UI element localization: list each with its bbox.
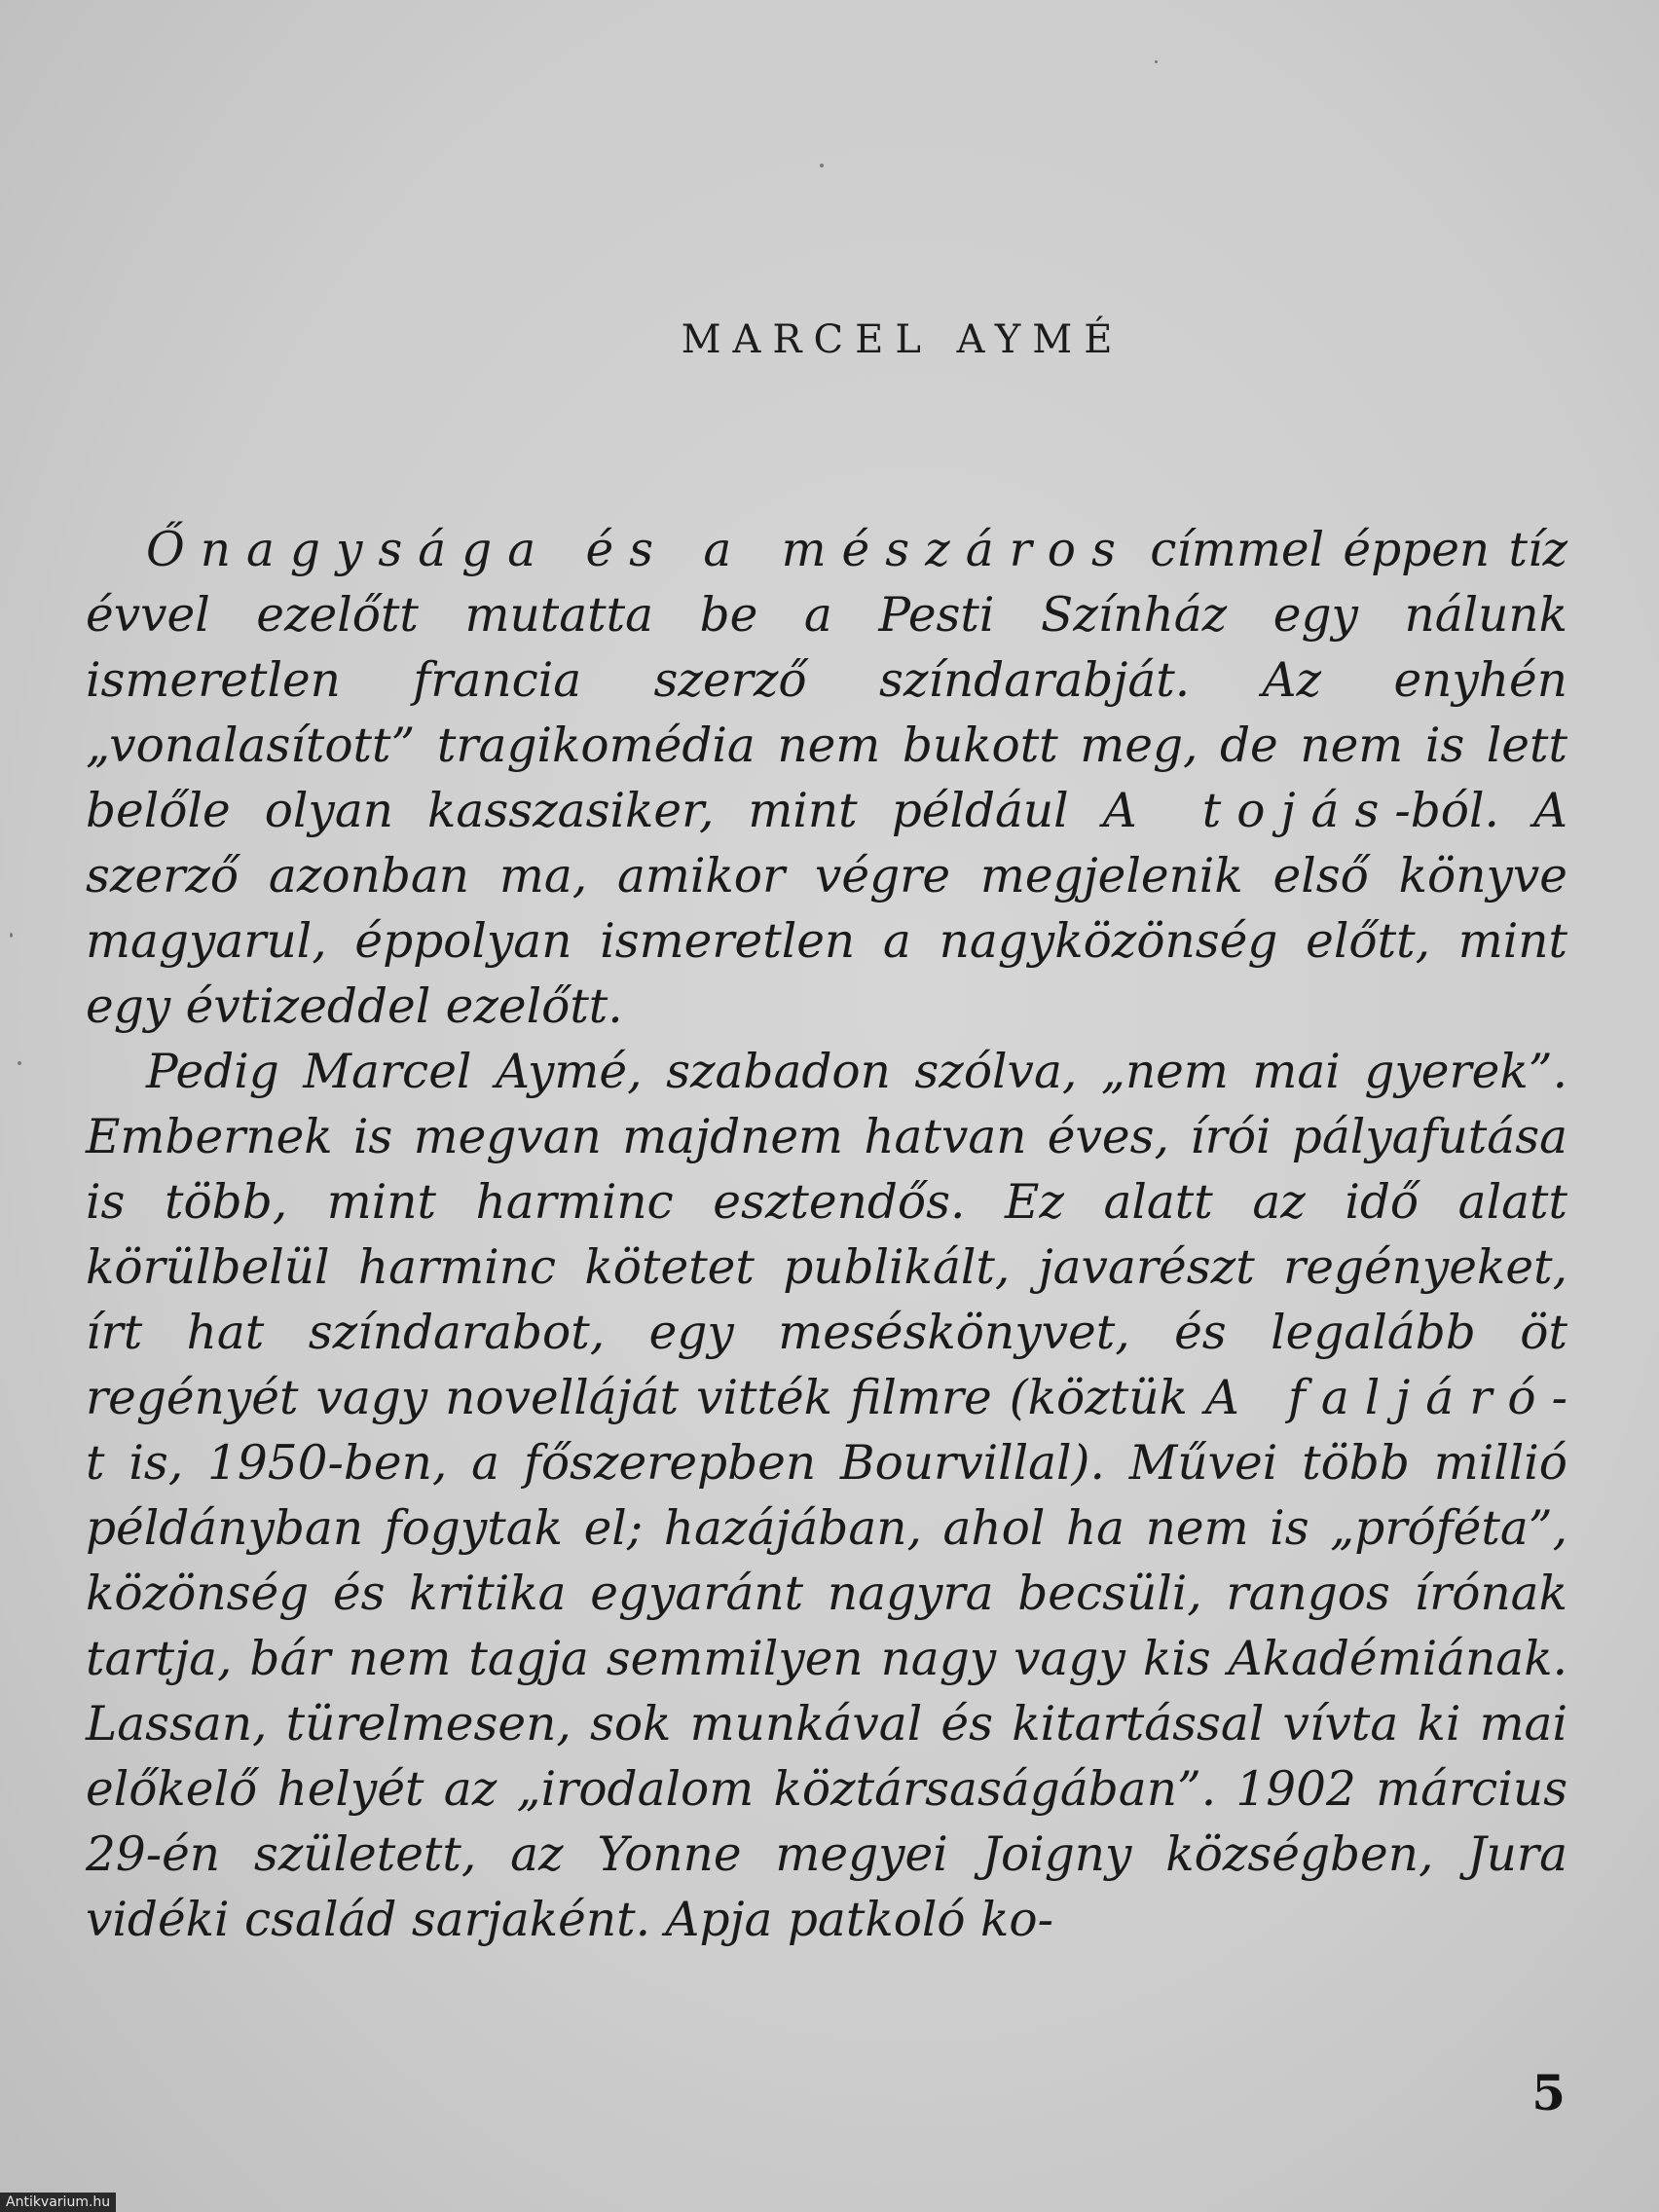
page-number: 5 — [1531, 2064, 1566, 2121]
text-segment: Őnagysága és a mészáros — [146, 523, 1131, 577]
text-segment: A tojás — [1102, 784, 1395, 838]
text-segment: Pedig Marcel Aymé, szabadon szólva, „nem mai gyerek”. Embernek is megvan majdnem hatvan éves, írói pályafutása is több, mint harminc esztendős. Ez alatt az idő alatt körülbelül harminc kötetet publikált, javarészt regényeket, írt hat színdarabot, egy meséskönyvet, és legalább öt regényét vagy novelláját vitték filmre (köztük — [86, 1045, 1567, 1425]
paragraph-1 — [86, 518, 1567, 1040]
paragraph-2 — [86, 1040, 1567, 1953]
print-speck — [10, 933, 13, 938]
watermark: Antikvarium.hu — [0, 2193, 116, 2212]
chapter-heading: MARCEL AYMÉ — [681, 317, 1124, 362]
text-segment: -t is, 1950-ben, a főszerepben Bourvillal). Művei több millió példányban fogytak el; hazájában, ahol ha nem is „próféta”, közönség és kritika egyaránt nagyra becsüli, rangos írónak tartja, bár nem tagja semmilyen nagy vagy kis Akadémiának. Lassan, türelmesen, sok munkával és kitartással vívta ki mai előkelő helyét az „irodalom köztársaságában”. 1902 március 29-én született, az Yonne megyei Joigny községben, Jura vidéki család sarjaként. Apja patkoló ko- — [86, 1371, 1567, 1947]
print-speck — [1155, 60, 1158, 63]
text-segment: -ból. A szerző azonban ma, amikor végre megjelenik első könyve magyarul, éppolyan ismeretlen a nagyközönség előtt, mint egy évtizeddel ezelőtt. — [86, 784, 1567, 1034]
print-speck — [18, 1061, 21, 1065]
body-text — [86, 518, 1567, 1953]
text-segment: címmel éppen tíz évvel ezelőtt mutatta be a Pesti Színház egy nálunk ismeretlen francia szerző színdarabját. Az enyhén „vonalasított” tragikomédia nem bukott meg, de nem is lett belőle olyan kasszasiker, mint például — [86, 523, 1567, 838]
text-segment: A faljáró — [1204, 1371, 1552, 1425]
print-speck — [820, 164, 824, 167]
